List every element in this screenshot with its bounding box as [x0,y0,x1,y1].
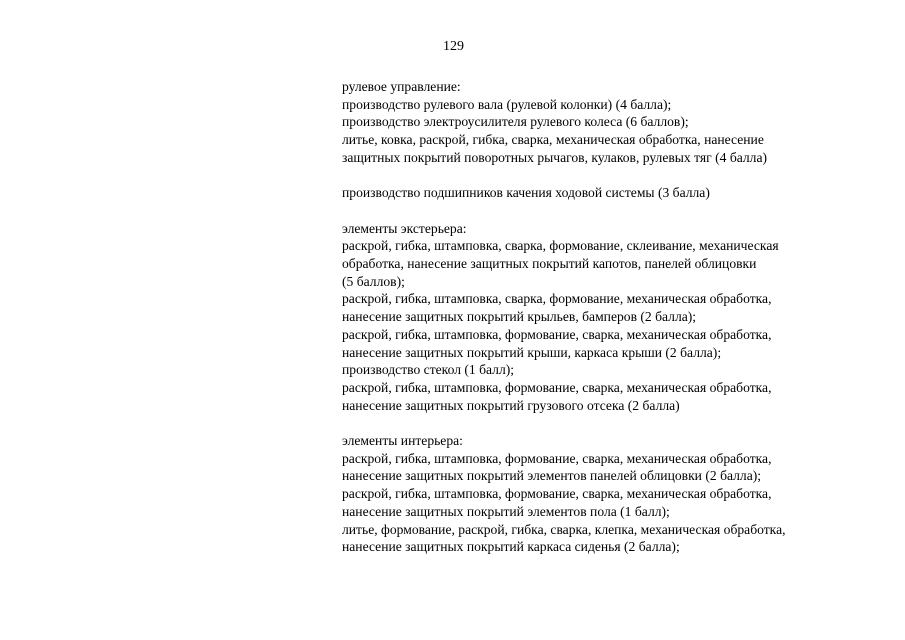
text-line: нанесение защитных покрытий элементов панелей облицовки (2 балла); [342,468,762,484]
text-line: литье, формование, раскрой, гибка, сварка, клепка, механическая обработка, [342,521,786,537]
text-line: нанесение защитных покрытий элементов пола (1 балл); [342,503,670,519]
section-bearings [342,184,882,202]
section-exterior [342,220,882,415]
text-line: раскрой, гибка, штамповка, формование, сварка, механическая обработка, [342,486,772,502]
section-heading: элементы экстерьера: [342,220,467,236]
section-heading: элементы интерьера: [342,433,463,449]
text-line: производство стекол (1 балл); [342,362,515,378]
text-line: производство электроусилителя рулевого колеса (6 баллов); [342,114,689,130]
text-line: нанесение защитных покрытий каркаса сиденья (2 балла); [342,539,680,555]
text-line: защитных покрытий поворотных рычагов, кулаков, рулевых тяг (4 балла) [342,149,768,165]
section-interior [342,432,882,556]
text-line: раскрой, гибка, штамповка, формование, сварка, механическая обработка, [342,326,772,342]
text-line: (5 баллов); [342,273,405,289]
text-line: раскрой, гибка, штамповка, сварка, формование, склеивание, механическая [342,238,779,254]
text-line: нанесение защитных покрытий крыльев, бамперов (2 балла); [342,309,697,325]
text-line: обработка, нанесение защитных покрытий капотов, панелей облицовки [342,256,757,271]
document-body [342,78,882,574]
text-line: раскрой, гибка, штамповка, сварка, формование, механическая обработка, [342,291,772,307]
section-steering [342,78,882,167]
page-number: 129 [443,39,464,54]
text-line: раскрой, гибка, штамповка, формование, сварка, механическая обработка, [342,450,772,466]
text-line: производство подшипников качения ходовой системы (3 балла) [342,185,710,201]
text-line: нанесение защитных покрытий крыши, каркаса крыши (2 балла); [342,344,722,360]
text-line: производство рулевого вала (рулевой колонки) (4 балла); [342,96,672,112]
section-heading: рулевое управление: [342,79,461,94]
text-line: раскрой, гибка, штамповка, формование, сварка, механическая обработка, [342,379,772,395]
text-line: литье, ковка, раскрой, гибка, сварка, механическая обработка, нанесение [342,132,764,148]
text-line: нанесение защитных покрытий грузового отсека (2 балла) [342,397,680,413]
